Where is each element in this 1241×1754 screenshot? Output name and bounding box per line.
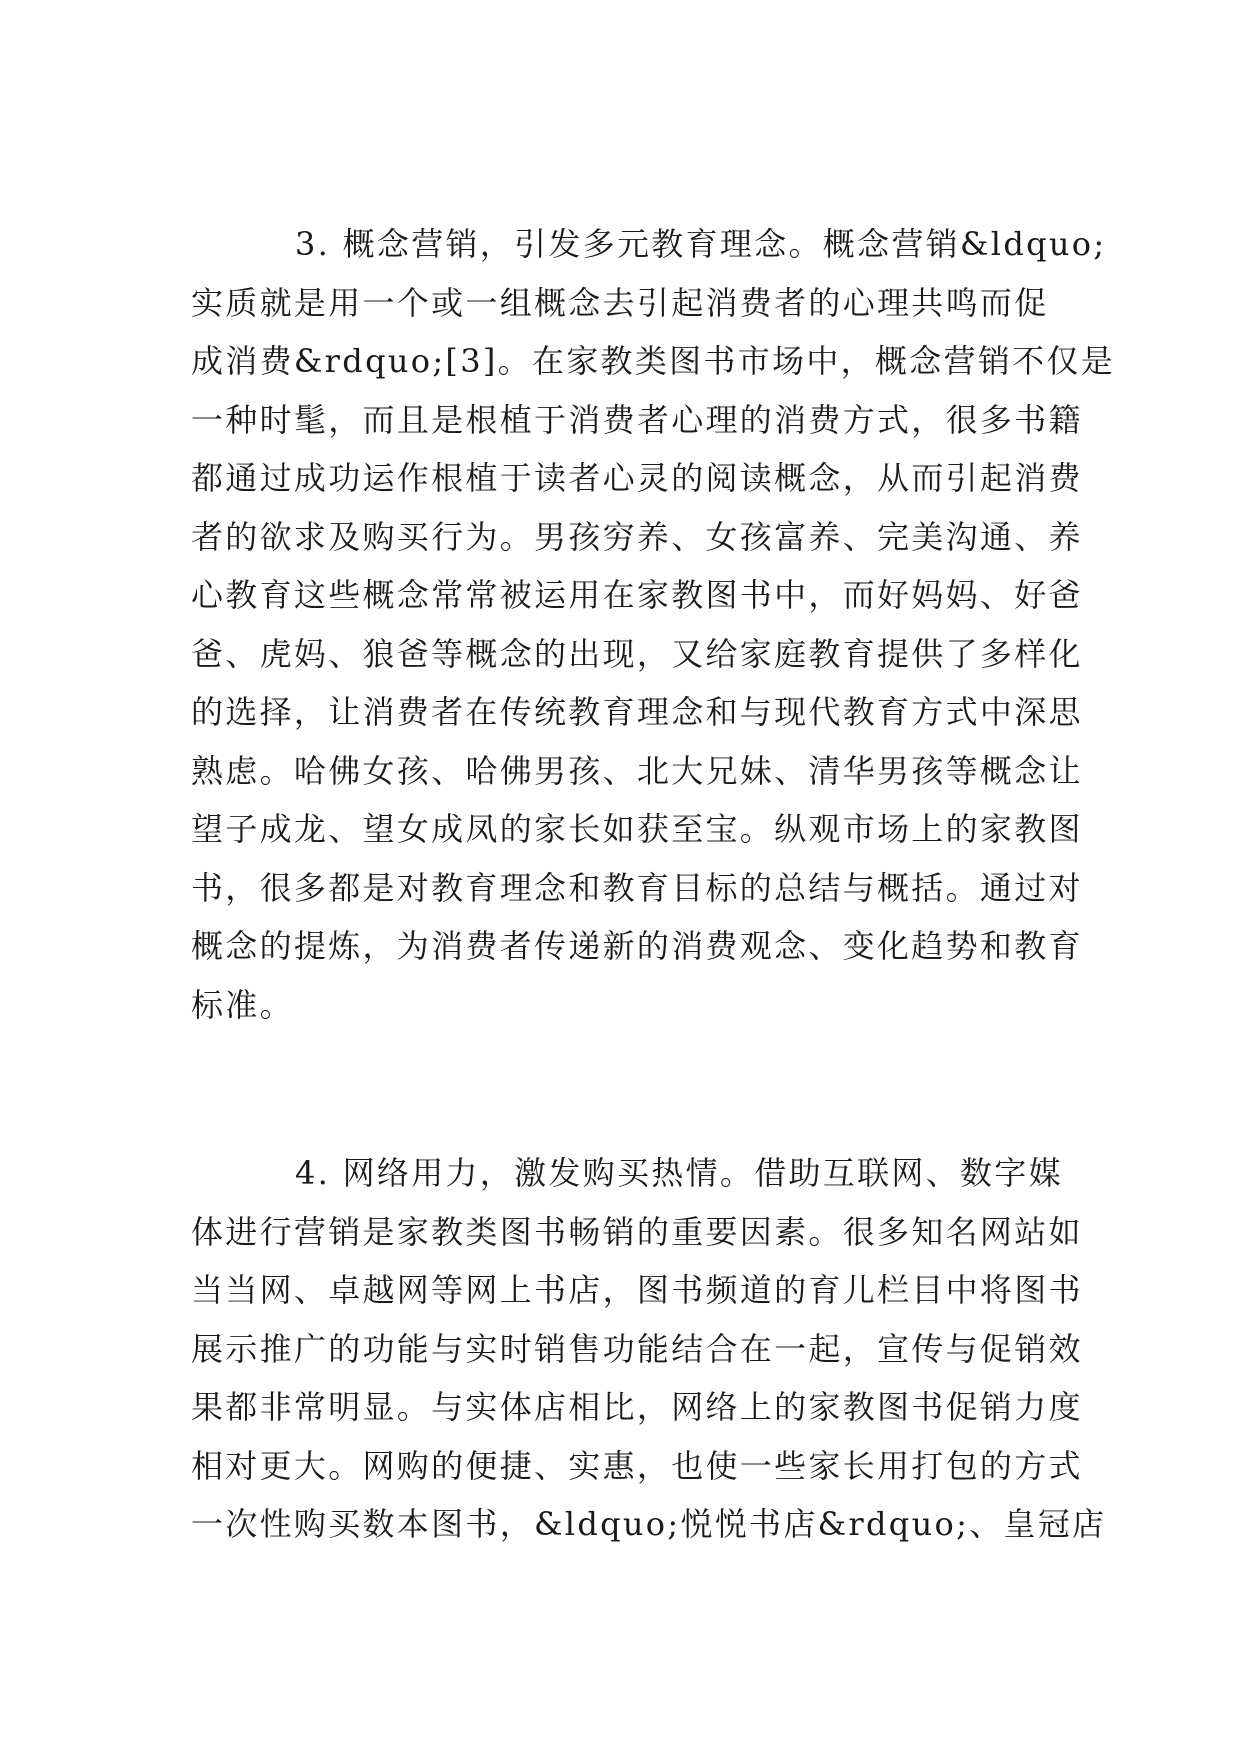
paragraph-line: 熟虑。哈佛女孩、哈佛男孩、北大兄妹、清华男孩等概念让 [191,751,1083,790]
paragraph-line: 展示推广的功能与实时销售功能结合在一起，宣传与促销效 [191,1329,1083,1368]
paragraph-line: 概念的提炼，为消费者传递新的消费观念、变化趋势和教育 [191,927,1083,965]
paragraph-line: 4. 网络用力，激发购买热情。借助互联网、数字媒 [295,1154,1063,1192]
paragraph-line: 果都非常明显。与实体店相比，网络上的家教图书促销力度 [191,1388,1083,1426]
paragraph-line: 都通过成功运作根植于读者心灵的阅读概念，从而引起消费 [191,459,1083,497]
paragraph-line: 体进行营销是家教类图书畅销的重要因素。很多知名网站如 [191,1212,1083,1251]
paragraph-line: 心教育这些概念常常被运用在家教图书中，而好妈妈、好爸 [191,576,1083,614]
paragraph-line: 一种时髦，而且是根植于消费者心理的消费方式，很多书籍 [191,400,1083,439]
paragraph-line: 书，很多都是对教育理念和教育目标的总结与概括。通过对 [191,868,1083,907]
paragraph-line: 当当网、卓越网等网上书店，图书频道的育儿栏目中将图书 [191,1271,1083,1309]
paragraph-line: 3. 概念营销，引发多元教育理念。概念营销&ldquo; [295,225,1107,263]
paragraph-line: 标准。 [191,985,294,1024]
paragraph-line: 相对更大。网购的便捷、实惠，也使一些家长用打包的方式 [191,1446,1083,1485]
paragraph-concept-marketing [191,215,1116,1034]
paragraph-online-marketing [191,1144,1107,1554]
paragraph-line: 爸、虎妈、狼爸等概念的出现，又给家庭教育提供了多样化 [191,634,1083,673]
paragraph-line: 成消费&rdquo;[3]。在家教类图书市场中，概念营销不仅是 [191,342,1116,380]
paragraph-line: 的选择，让消费者在传统教育理念和与现代教育方式中深思 [191,693,1083,731]
paragraph-line: 望子成龙、望女成凤的家长如获至宝。纵观市场上的家教图 [191,810,1083,848]
paragraph-line: 者的欲求及购买行为。男孩穷养、女孩富养、完美沟通、养 [191,517,1083,556]
paragraph-line: 一次性购买数本图书，&ldquo;悦悦书店&rdquo;、皇冠店 [191,1505,1107,1543]
paragraph-line: 实质就是用一个或一组概念去引起消费者的心理共鸣而促 [191,283,1049,322]
